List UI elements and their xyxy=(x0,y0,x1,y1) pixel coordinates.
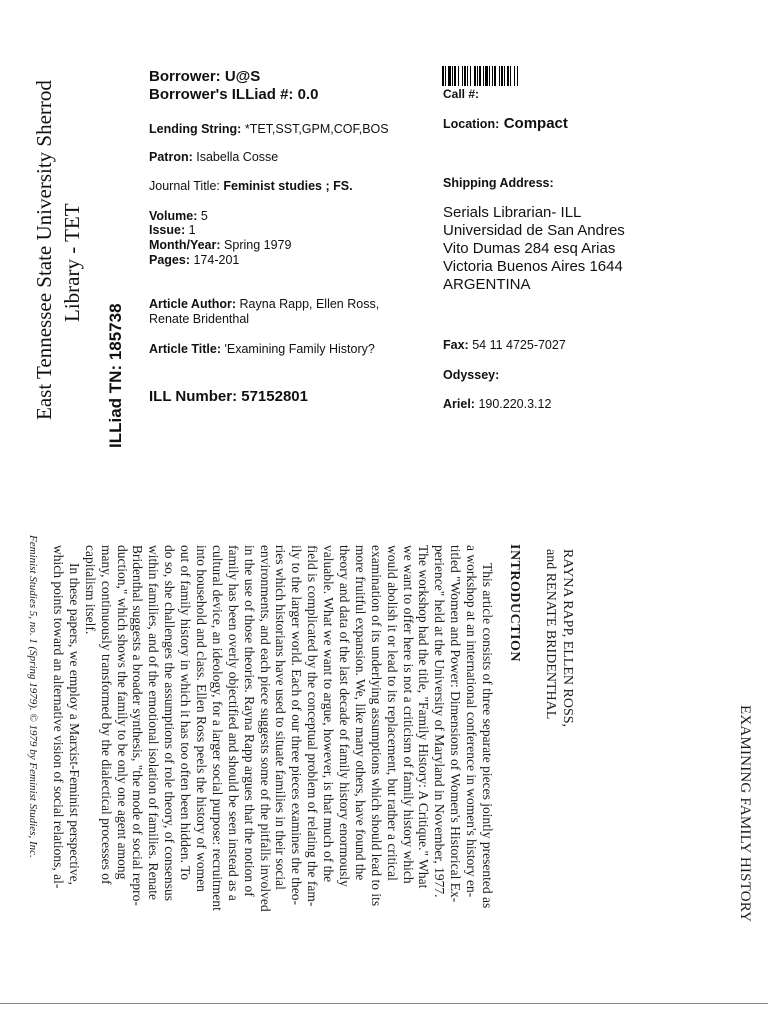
shipping-line: Vito Dumas 284 esq Arias xyxy=(443,240,616,257)
journal-title xyxy=(149,179,353,193)
body-line: environments, and each piece suggests some of the pitfalls involved xyxy=(257,545,273,912)
article-author-line1: Rayna Rapp, Ellen Ross, xyxy=(239,297,380,311)
body-line: do so, she challenges the assumptions of role theory, of consensus xyxy=(162,545,178,902)
fax xyxy=(443,338,566,352)
shipping-line: Serials Librarian- ILL xyxy=(443,204,582,221)
running-head: EXAMINING FAMILY HISTORY xyxy=(737,705,753,923)
journal-title-label: Journal Title: xyxy=(149,179,220,193)
body-line: In these papers, we employ a Marxist-Feminist perspective, xyxy=(66,563,82,886)
authors-line2: and RENATE BRIDENTHAL xyxy=(543,549,558,720)
patron xyxy=(149,150,278,164)
ill-number: ILL Number: 57152801 xyxy=(149,388,308,405)
library-name-line2: Library - TET xyxy=(60,203,84,322)
shipping-address xyxy=(443,204,625,294)
fax-value: 54 11 4725-7027 xyxy=(472,338,566,352)
shipping-line: ARGENTINA xyxy=(443,276,531,293)
article-authors xyxy=(542,549,576,727)
odyssey-label: Odyssey: xyxy=(443,368,500,382)
pages-value: 174-201 xyxy=(193,253,240,267)
introduction-heading: INTRODUCTION xyxy=(507,544,522,663)
article-title xyxy=(149,342,375,356)
article-title-label: Article Title: xyxy=(149,342,222,356)
patron-value: Isabella Cosse xyxy=(196,150,279,164)
shipping-address-label: Shipping Address: xyxy=(443,176,554,190)
body-line: more fruitful expansion. We, like many others, have found the xyxy=(352,545,368,881)
body-line: family has been overly objectified and should be seen instead as a xyxy=(225,545,241,901)
body-line: Bridenthal suggests a broader synthesis, "the mode of social repro- xyxy=(130,545,146,906)
body-line: The workshop had the title, "Family History: A Critique." What xyxy=(416,545,432,889)
pages-label: Pages: xyxy=(149,253,190,267)
library-name-line1: East Tennessee State University Sherrod xyxy=(32,80,56,420)
location-value: Compact xyxy=(503,115,568,132)
body-line: would abolish it or lead to its replacement, but rather a critical xyxy=(384,545,400,881)
article-body xyxy=(50,545,495,912)
body-line: titled "Women and Power: Dimensions of Women's Historical Ex- xyxy=(448,545,464,903)
fax-label: Fax: xyxy=(443,338,469,352)
borrower: Borrower: U@S xyxy=(149,68,261,85)
issue-value: 1 xyxy=(188,223,196,237)
body-line: in the use of those theories. Rayna Rapp argues that the notion of xyxy=(241,545,257,897)
ariel-value: 190.220.3.12 xyxy=(478,397,552,411)
body-line: This article consists of three separate pieces jointly presented as xyxy=(480,563,495,909)
body-line: into household and class. Ellen Ross peels the history of women xyxy=(193,545,209,892)
article-author-line2: Renate Bridenthal xyxy=(149,312,250,326)
body-line: out of family history in which it has too often been hidden. To xyxy=(178,545,194,881)
pages xyxy=(149,253,239,267)
shipping-line: Victoria Buenos Aires 1644 xyxy=(443,258,623,275)
call-number-label: Call #: xyxy=(443,87,480,101)
body-line: ily to the larger world. Each of our three pieces examines the theo- xyxy=(289,545,305,905)
lending-string-value: *TET,SST,GPM,COF,BOS xyxy=(244,122,389,136)
issue-label: Issue: xyxy=(149,223,186,237)
authors-line1: RAYNA RAPP, ELLEN ROSS, xyxy=(560,549,575,728)
volume xyxy=(149,209,208,223)
shipping-line: Universidad de San Andres xyxy=(443,222,625,239)
volume-value: 5 xyxy=(200,209,208,223)
body-line: we want to offer here is not a criticism of family history which xyxy=(400,545,416,884)
month-year xyxy=(149,238,291,252)
body-line: valuable. What we want to argue, however, is that much of the xyxy=(321,545,337,883)
journal-title-value: Feminist studies ; FS. xyxy=(223,179,353,193)
body-line: a workshop at an international conference in women's history en- xyxy=(464,545,480,898)
article-author xyxy=(149,297,379,311)
body-line: within families, and of the emotional isolation of families. Renate xyxy=(146,545,162,901)
body-line: perience" held at the University of Maryland in November, 1977. xyxy=(432,545,448,898)
barcode xyxy=(442,66,564,86)
body-line: ries which historians have used to situate families in their social xyxy=(273,545,289,890)
location-label: Location: xyxy=(443,117,500,131)
patron-label: Patron: xyxy=(149,150,193,164)
month-year-value: Spring 1979 xyxy=(224,238,292,252)
volume-label: Volume: xyxy=(149,209,198,223)
body-line: many, continuously transformed by the dialectical processes of xyxy=(98,545,114,885)
body-line: which points toward an alternative vision of social relations, al- xyxy=(50,545,66,889)
borrower-illiad-number: Borrower's ILLiad #: 0.0 xyxy=(149,86,319,103)
article-title-value: 'Examining Family History? xyxy=(224,342,375,356)
illiad-tn: ILLiad TN: 185738 xyxy=(106,303,125,448)
body-line: theory and data of the last decade of family history enormously xyxy=(336,545,352,887)
issue xyxy=(149,223,196,237)
barcode-bar xyxy=(518,66,519,86)
body-line: examination of its underlying assumptions which should lead to its xyxy=(368,545,384,907)
ariel-label: Ariel: xyxy=(443,397,475,411)
body-line: duction," which shows the family to be only one agent among xyxy=(114,545,130,880)
lending-string-label: Lending String: xyxy=(149,122,242,136)
article-author-label: Article Author: xyxy=(149,297,237,311)
article-footer: Feminist Studies 5, no. 1 (Spring 1979). © 1979 by Feminist Studies, Inc. xyxy=(27,535,39,858)
month-year-label: Month/Year: xyxy=(149,238,221,252)
ariel xyxy=(443,397,551,411)
page-edge-line xyxy=(0,1003,768,1004)
body-line: field is complicated by the conceptual problem of relating the fam- xyxy=(305,545,321,907)
body-line: cultural device, an ideology, for a larger social purpose: recruitment xyxy=(209,545,225,911)
location xyxy=(443,115,568,133)
body-line: capitalism itself. xyxy=(82,545,98,635)
lending-string xyxy=(149,122,389,136)
